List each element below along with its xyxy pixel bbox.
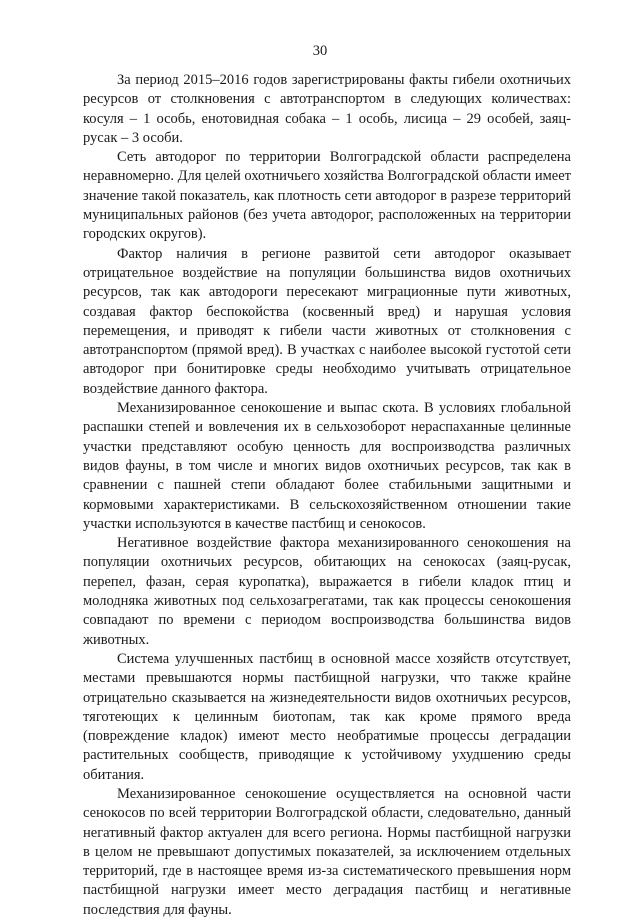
paragraph-road-kill-stats: За период 2015–2016 годов зарегистрированы факты гибели охотничьих ресурсов от столкновения с автотранспортом в следующих количествах: косуля – 1 особь, енотовидная собака – 1 особь, лисица – 29 особей, заяц-русак – 3 особи. <box>83 72 571 146</box>
paragraph-road-network: Сеть автодорог по территории Волгоградской области распределена неравномерно. Для целей охотничьего хозяйства Волгоградской области имеет значение такой показатель, как плотность сети автодорог в разрезе территорий муниципальных районов (без учета автодорог, расположенных на территории городских округов). <box>83 149 571 243</box>
paragraph-haymaking-impact: Негативное воздействие фактора механизированного сенокошения на популяции охотничьих ресурсов, обитающих на сенокосах (заяц-русак, перепел, фазан, серая куропатка), выражается в гибели кладок птиц и молодняка животных под сельхозагрегатами, так как процессы сенокошения совпадают по времени с периодом воспроизводства большинства видов животных. <box>83 535 571 648</box>
document-body <box>83 71 571 920</box>
paragraph-road-impact: Фактор наличия в регионе развитой сети автодорог оказывает отрицательное воздействие на популяции большинства видов охотничьих ресурсов, так как автодороги пересекают миграционные пути животных, создавая фактор беспокойства (косвенный вред) и нарушая условия перемещения, и приводят к гибели части животных от столкновения с автотранспортом (прямой вред). В участках с наиболее высокой густотой сети автодорог при бонитировке среды необходимо учитывать отрицательное воздействие данного фактора. <box>83 245 571 397</box>
paragraph-pastures: Система улучшенных пастбищ в основной массе хозяйств отсутствует, местами превышаются нормы пастбищной нагрузки, что также крайне отрицательно сказывается на жизнедеятельности видов охотничьих ресурсов, тяготеющих к целинным биотопам, так как кроме прямого вреда (повреждение кладок) имеют место необратимые процессы деградации растительных сообществ, приводящие к устойчивому ухудшению среды обитания. <box>83 650 571 783</box>
page-number: 30 <box>312 43 328 59</box>
paragraph-haymaking-region: Механизированное сенокошение осуществляется на основной части сенокосов по всей территории Волгоградской области, следовательно, данный негативный фактор актуален для всего региона. Нормы пастбищной нагрузки в целом не превышают допустимых показателей, за исключением отдельных территорий, где в настоящее время из-за систематического превышения норм пастбищной нагрузки имеет место деградация пастбищ и негативные последствия для фауны. <box>83 785 571 918</box>
paragraph-haymaking-grazing: Механизированное сенокошение и выпас скота. В условиях глобальной распашки степей и вовлечения их в сельхозоборот нераспаханные целинные участки представляют особую ценность для воспроизводства различных видов фауны, в том числе и многих видов охотничьих ресурсов, так как в сравнении с пашней степи обладают более стабильными защитными и кормовыми характеристиками. В сельскохозяйственном отношении такие участки используются в качестве пастбищ и сенокосов. <box>83 400 571 532</box>
